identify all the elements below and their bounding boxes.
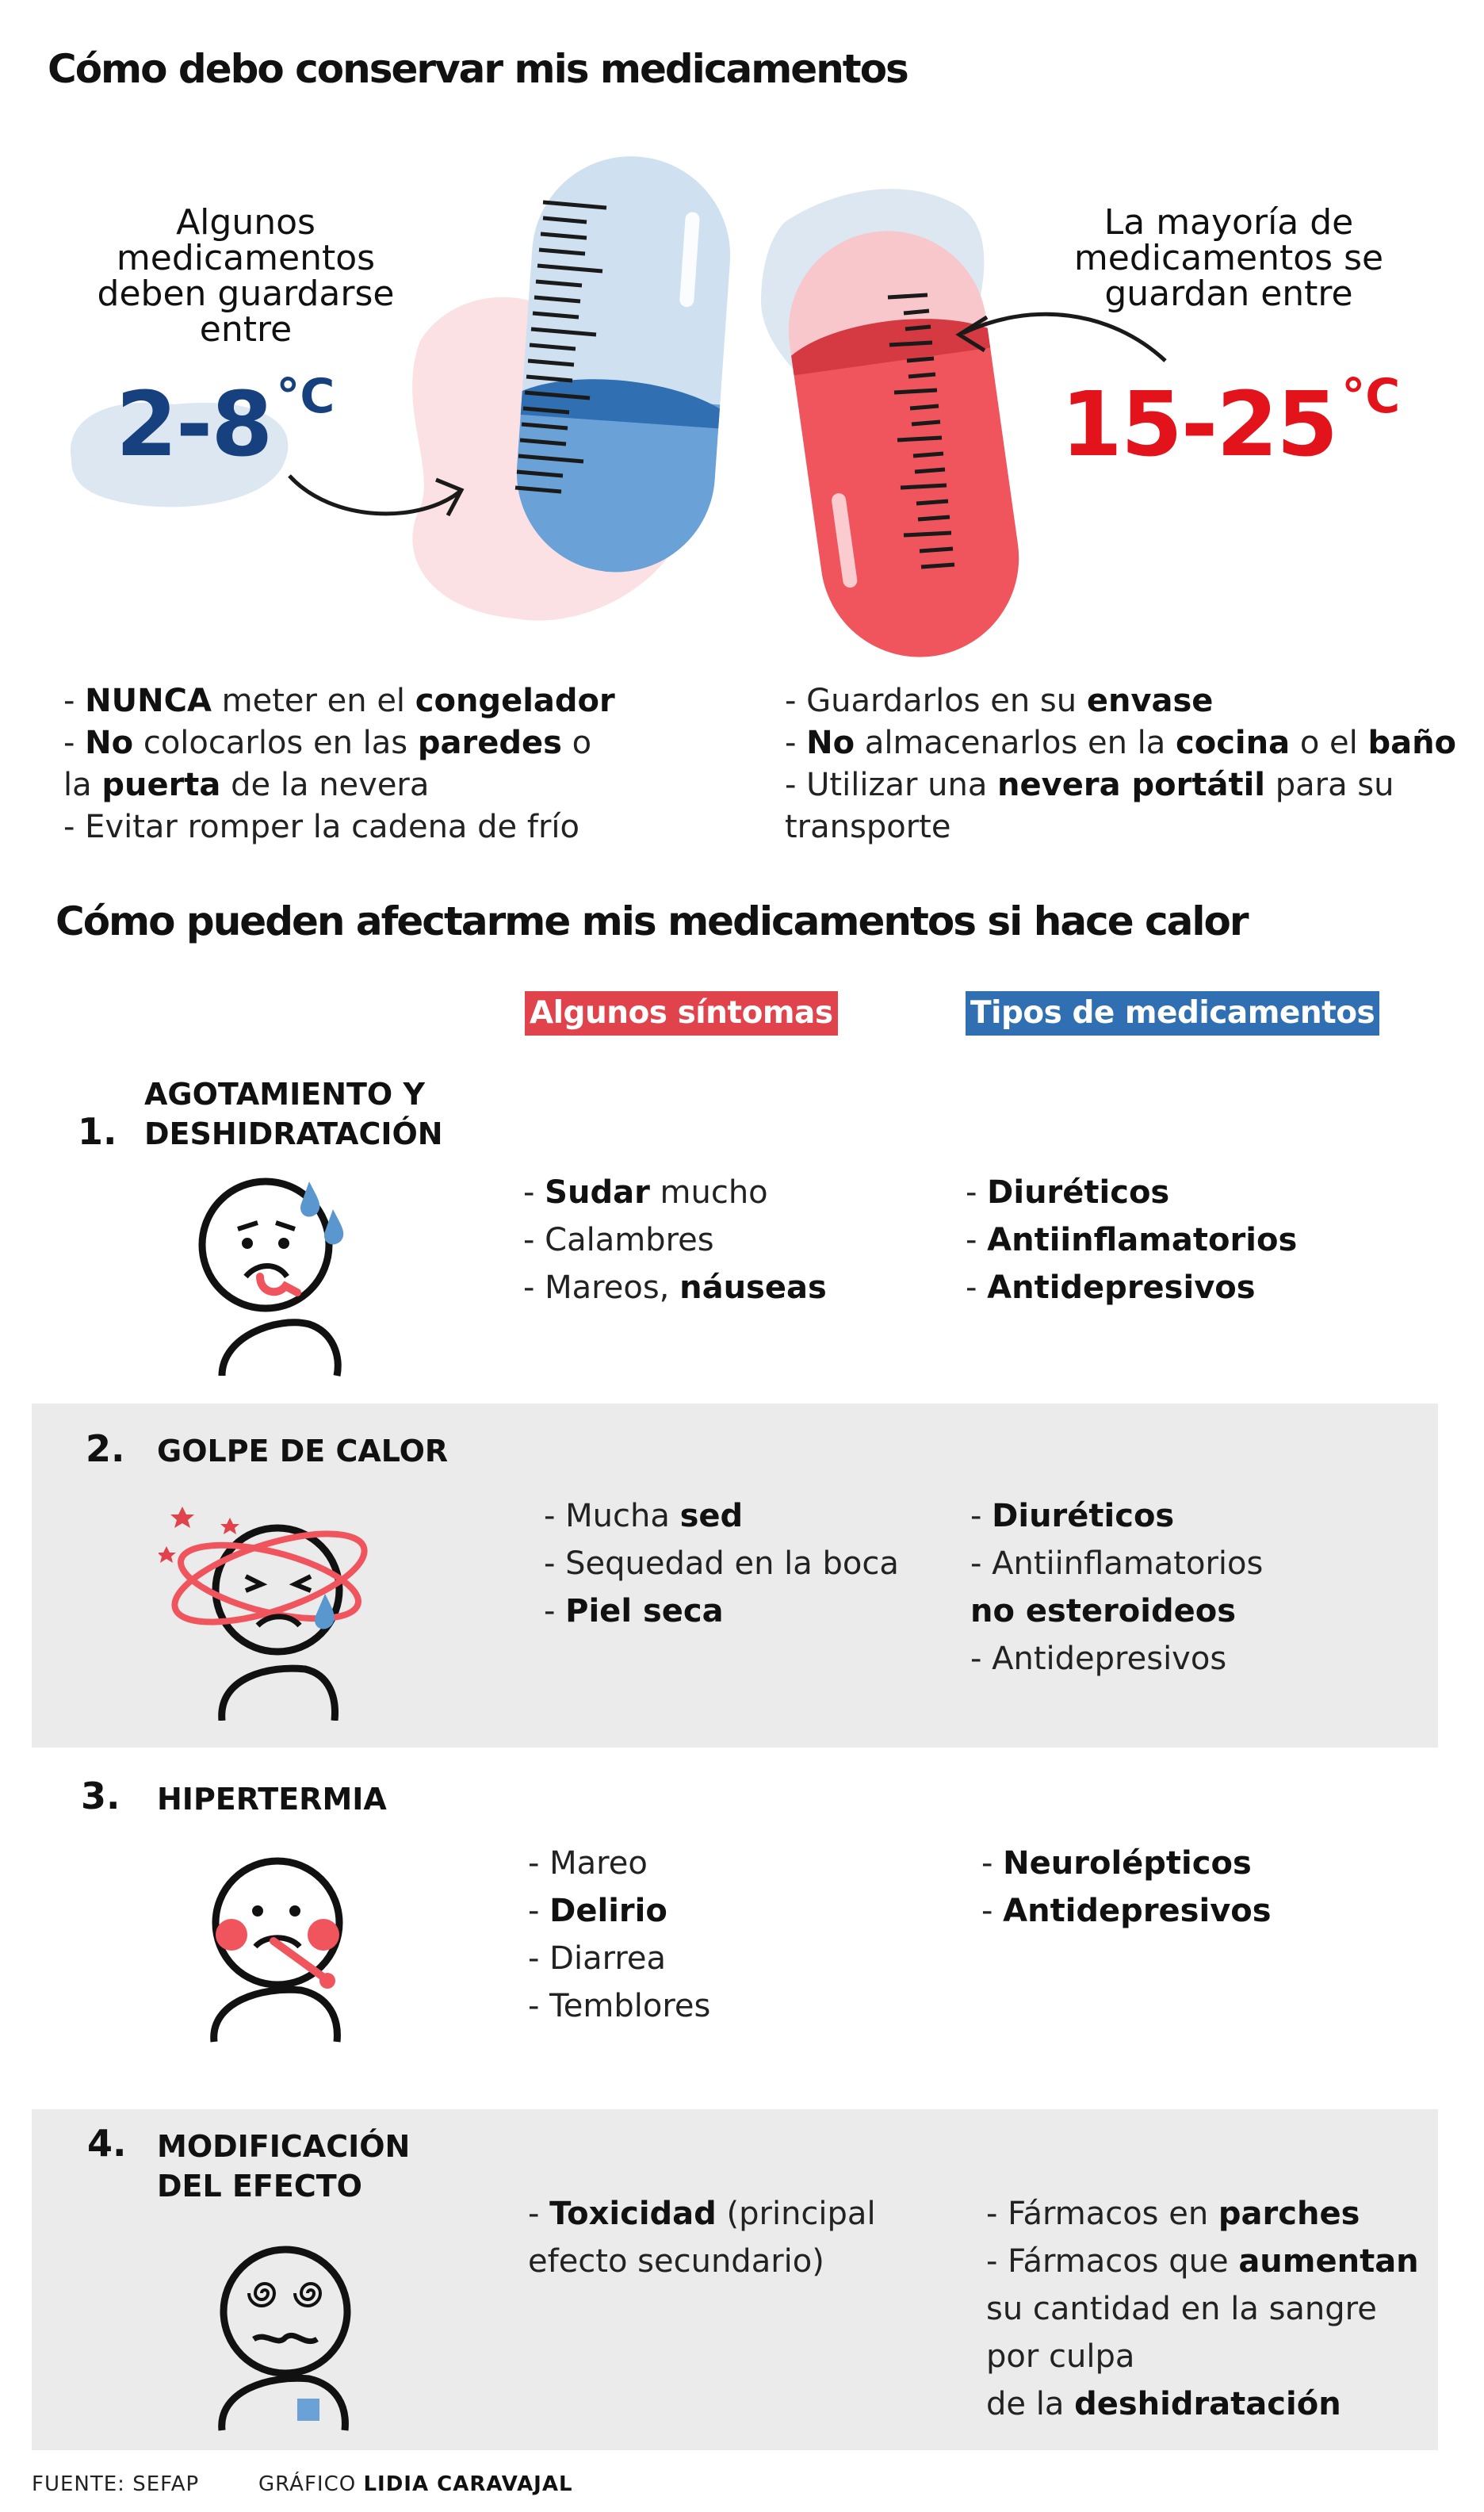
text-line: - Diarrea <box>528 1940 667 1977</box>
text-line: - Antidepresivos <box>966 1269 1256 1306</box>
text-line: - Temblores <box>528 1988 711 2024</box>
row-2-number: 2. <box>86 1427 125 1470</box>
dizzy-face-icon <box>159 1491 373 1721</box>
row-2-types <box>970 1492 1263 1683</box>
row-1-types <box>966 1169 1297 1312</box>
fever-face-icon <box>198 1848 357 2046</box>
graphic-credit-label: GRÁFICO <box>258 2472 357 2496</box>
warm-tips <box>785 680 1467 848</box>
types-header: Tipos de medicamentos <box>966 991 1379 1036</box>
row-1-title <box>144 1074 443 1154</box>
row-3-number: 3. <box>81 1775 120 1817</box>
cold-temp-value: 2-8 <box>116 373 272 477</box>
text-line: por culpa <box>986 2338 1135 2375</box>
cold-temperature <box>116 369 335 477</box>
row-3-title-line: HIPERTERMIA <box>157 1782 387 1817</box>
section1-title: Cómo debo conservar mis medicamentos <box>48 46 908 92</box>
text-line: - Guardarlos en su envase <box>785 683 1214 719</box>
text-line: su cantidad en la sangre <box>986 2291 1377 2327</box>
text-line: - Mucha sed <box>544 1498 744 1534</box>
cold-intro: Algunos medicamentos deben guardarse entre <box>97 202 395 350</box>
text-line: - Mareo <box>528 1845 648 1882</box>
warm-temp-unit: °C <box>1341 369 1401 424</box>
text-line: la puerta de la nevera <box>63 767 430 803</box>
sweating-face-icon <box>190 1166 365 1380</box>
text-line: - Antidepresivos <box>981 1893 1272 1929</box>
section2-title: Cómo pueden afectarme mis medicamentos si hace calor <box>55 898 1248 944</box>
text-line: efecto secundario) <box>528 2243 824 2280</box>
row-3-symptoms <box>528 1840 710 2030</box>
text-line: de la deshidratación <box>986 2386 1341 2422</box>
row-3-types <box>981 1840 1272 1935</box>
text-line: - Diuréticos <box>966 1174 1170 1211</box>
cold-tips <box>63 680 745 848</box>
text-line: - Sequedad en la boca <box>544 1545 899 1582</box>
cold-temp-unit: °C <box>276 369 335 424</box>
text-line: - Fármacos en parches <box>986 2196 1360 2232</box>
row-4-types <box>986 2190 1419 2428</box>
text-line: - Antiinflamatorios <box>966 1222 1298 1258</box>
row-3-title <box>157 1779 387 1819</box>
row-4-title <box>157 2127 410 2206</box>
text-line: - NUNCA meter en el congelador <box>63 683 615 719</box>
warm-temp-value: 15-25 <box>1061 373 1337 477</box>
row-2-title-line: GOLPE DE CALOR <box>157 1434 449 1469</box>
row-2-symptoms <box>544 1492 899 1635</box>
text-line: - Piel seca <box>544 1593 724 1629</box>
row-1-title-line: AGOTAMIENTO Y <box>144 1077 425 1112</box>
spiral-eyes-face-icon <box>206 2236 365 2434</box>
text-line: - Mareos, náuseas <box>523 1269 827 1306</box>
text-line: - No colocarlos en las paredes o <box>63 725 592 761</box>
row-4-title-line: MODIFICACIÓN <box>157 2129 411 2164</box>
text-line: - Antiinflamatorios <box>970 1545 1264 1582</box>
text-line: - Calambres <box>523 1222 714 1258</box>
text-line: - Antidepresivos <box>970 1641 1227 1677</box>
text-line: - Toxicidad (principal <box>528 2196 876 2232</box>
row-4-title-line: DEL EFECTO <box>157 2169 362 2204</box>
text-line: - Delirio <box>528 1893 667 1929</box>
text-line: - Diuréticos <box>970 1498 1175 1534</box>
text-line: - Neurolépticos <box>981 1845 1252 1882</box>
row-1-number: 1. <box>78 1110 117 1153</box>
text-line: - Evitar romper la cadena de frío <box>63 809 579 845</box>
text-line: transporte <box>785 809 951 845</box>
warm-intro: La mayoría de medicamentos se guardan entre <box>1073 202 1384 314</box>
arrow-to-red <box>963 314 1165 361</box>
source-credit: FUENTE: SEFAP <box>32 2472 200 2496</box>
row-1-title-line: DESHIDRATACIÓN <box>144 1116 443 1151</box>
text-line: - Fármacos que aumentan <box>986 2243 1419 2280</box>
text-line: - Utilizar una nevera portátil para su <box>785 767 1394 803</box>
text-line: - Sudar mucho <box>523 1174 768 1211</box>
row-4-symptoms <box>528 2190 876 2285</box>
symptoms-header: Algunos síntomas <box>525 991 838 1036</box>
text-line: no esteroideos <box>970 1593 1237 1629</box>
graphic-credit-name: LIDIA CARAVAJAL <box>363 2472 573 2496</box>
row-2-title <box>157 1431 448 1471</box>
graphic-credit <box>258 2472 573 2496</box>
row-1-symptoms <box>523 1169 827 1312</box>
row-4-number: 4. <box>87 2122 127 2165</box>
warm-temperature <box>1061 369 1401 477</box>
text-line: - No almacenarlos en la cocina o el baño <box>785 725 1457 761</box>
